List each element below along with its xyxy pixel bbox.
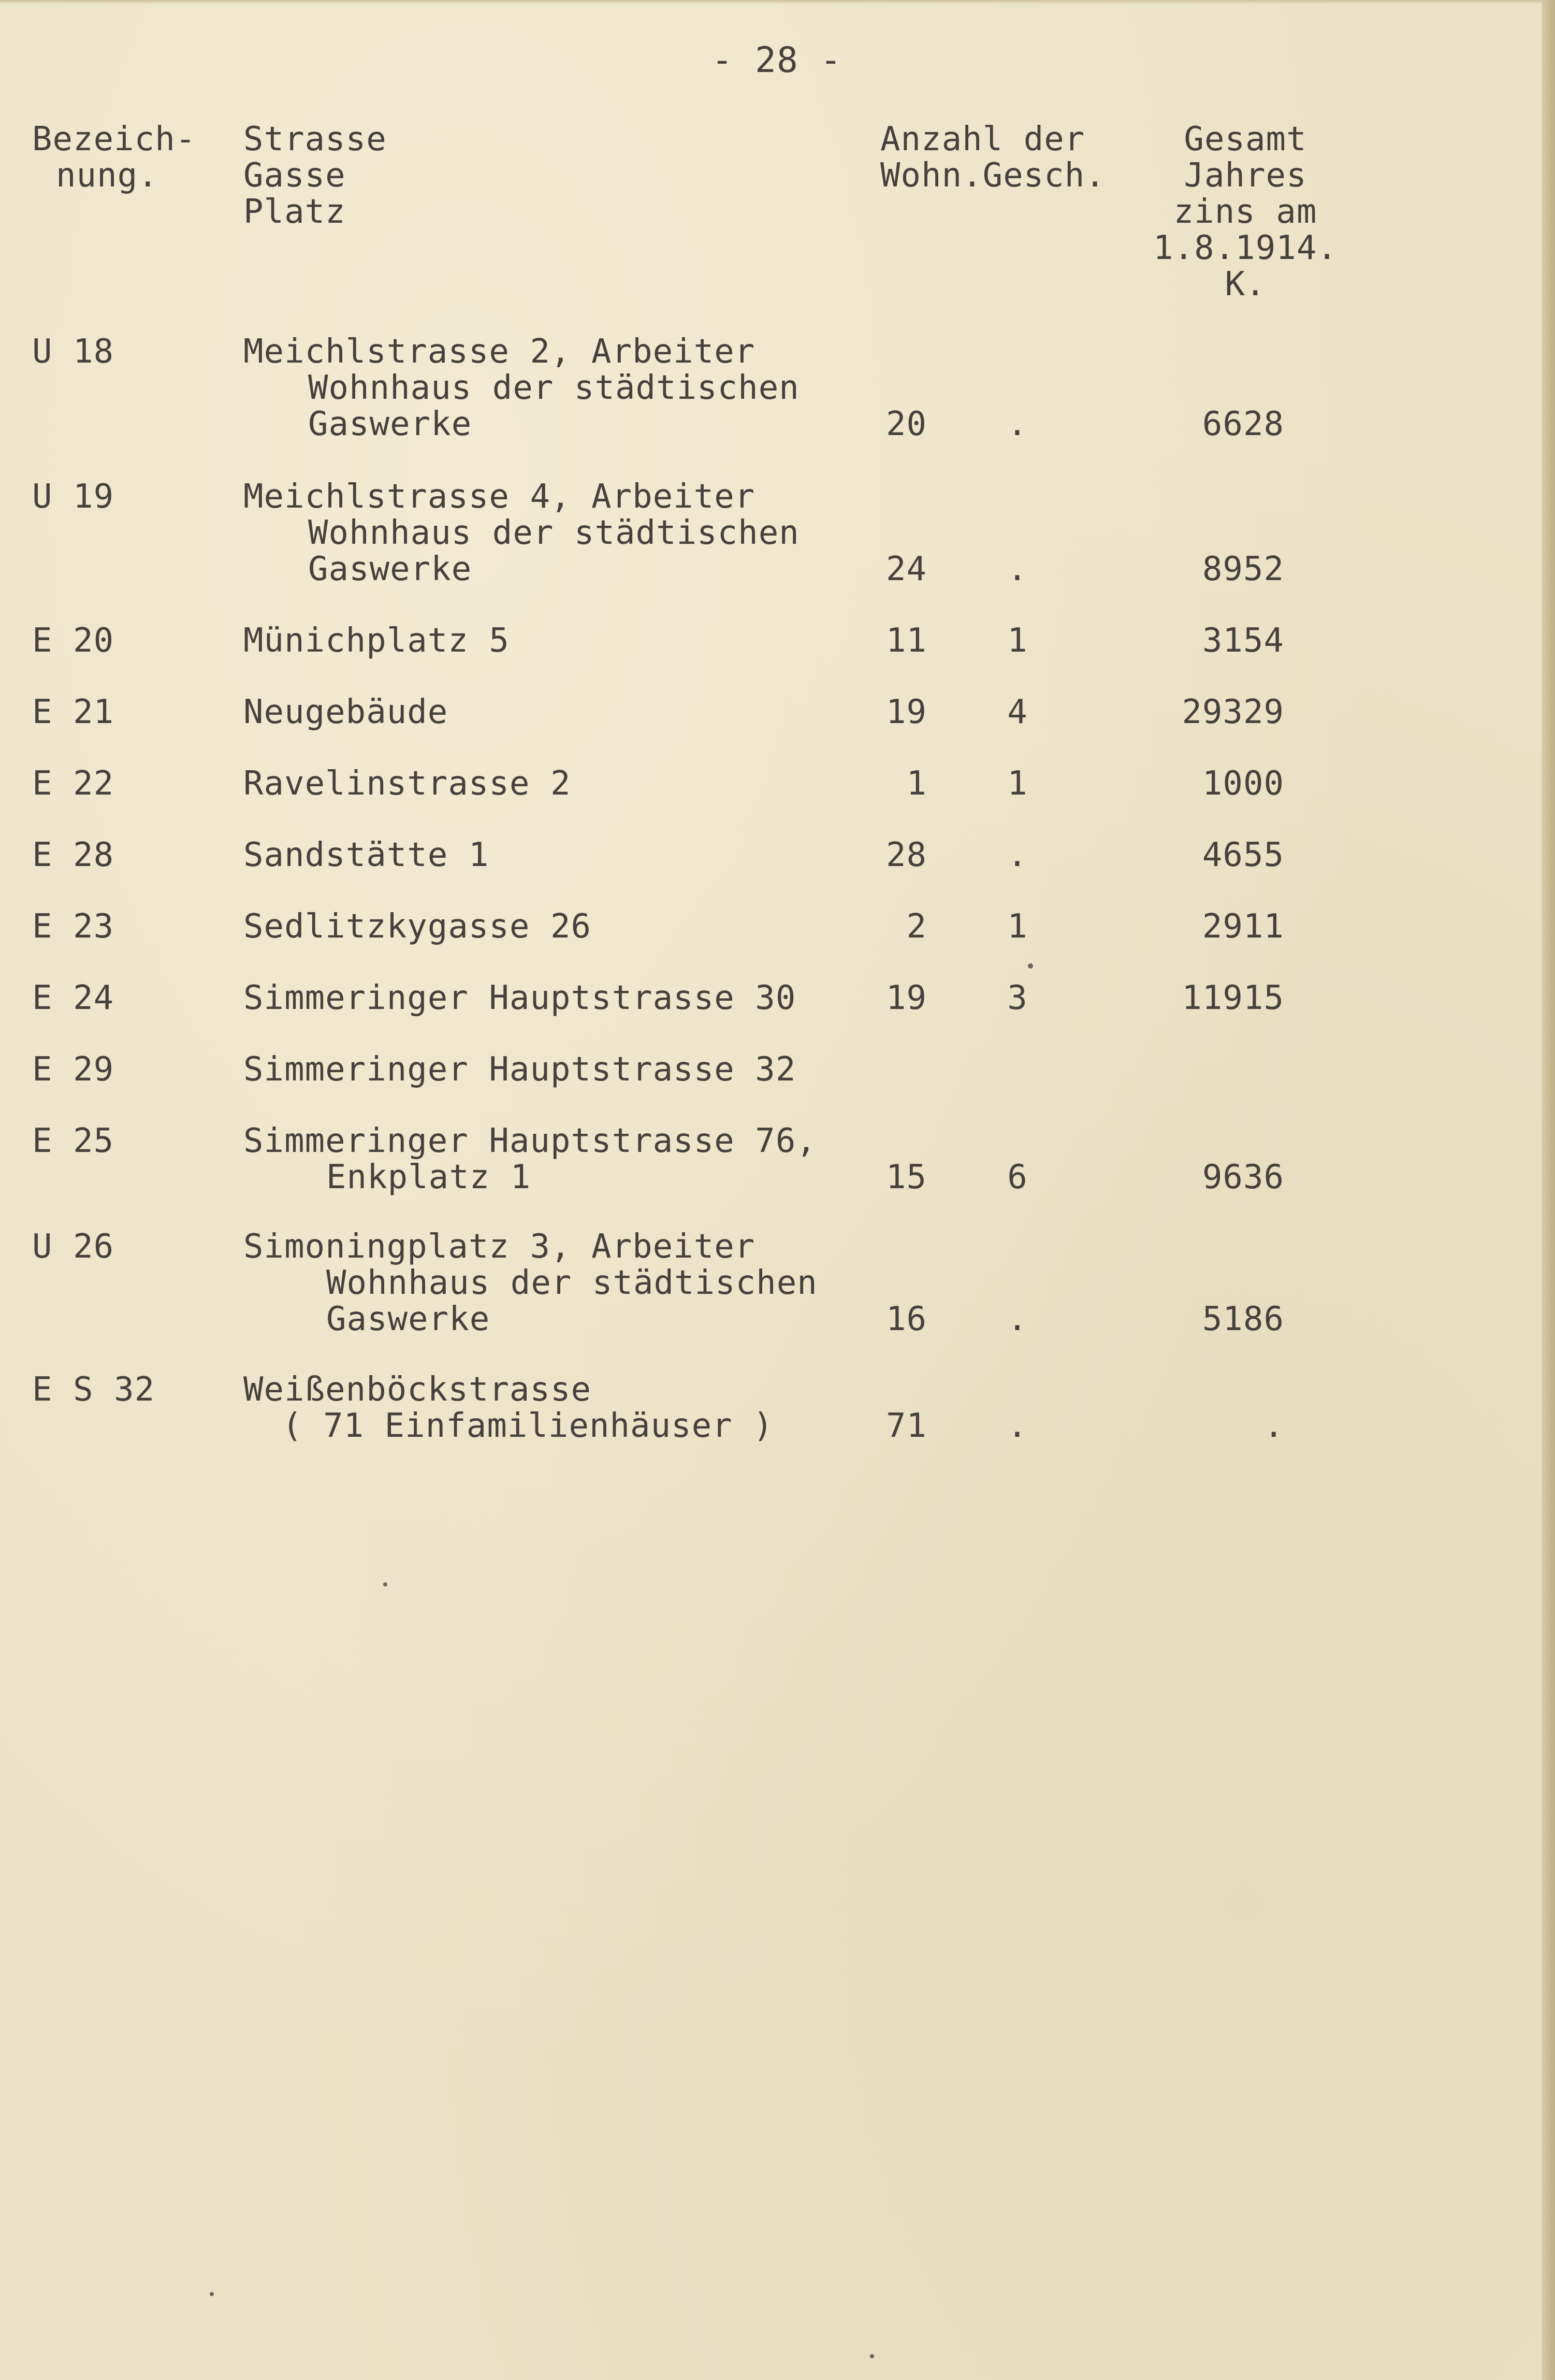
row-code: U 19: [32, 478, 114, 516]
page-number: - 28 -: [711, 40, 842, 81]
row-street-line-1: Simoningplatz 3, Arbeiter: [243, 1228, 755, 1266]
page-edge-top: [0, 0, 1555, 4]
row-street-line-1: Neugebäude: [243, 693, 448, 731]
row-jahreszins: 4655: [1202, 836, 1284, 874]
row-jahreszins: 8952: [1202, 550, 1284, 588]
row-code: E 28: [32, 836, 114, 874]
row-street-line-1: Ravelinstrasse 2: [243, 765, 571, 803]
row-street-line-3: Gaswerke: [308, 405, 472, 443]
row-street-line-3: Gaswerke: [308, 550, 472, 588]
paper-speck: [210, 2292, 214, 2296]
header-bezeichnung-line-2: nung.: [56, 156, 158, 195]
row-street-line-3: Gaswerke: [326, 1300, 490, 1338]
row-wohnungen: 24: [885, 550, 927, 588]
row-wohnungen: 71: [885, 1407, 927, 1445]
row-jahreszins: 3154: [1202, 622, 1284, 660]
row-geschaefte: .: [1007, 405, 1028, 443]
row-wohnungen: 15: [885, 1158, 927, 1196]
header-anzahl-line-1: Anzahl der: [880, 120, 1085, 158]
row-geschaefte: 1: [1007, 907, 1028, 946]
paper-speck: [1028, 963, 1033, 969]
row-wohnungen: 1: [906, 765, 927, 803]
header-gesamt-line-4: 1.8.1914.: [1153, 229, 1338, 267]
row-code: U 26: [32, 1228, 114, 1266]
row-geschaefte: 4: [1007, 693, 1028, 731]
row-jahreszins: 2911: [1202, 907, 1284, 946]
row-street-line-2: Enkplatz 1: [326, 1158, 531, 1196]
row-geschaefte: 1: [1007, 622, 1028, 660]
row-code: E 24: [32, 979, 114, 1017]
row-wohnungen: 19: [885, 979, 927, 1017]
row-street-line-1: Meichlstrasse 4, Arbeiter: [243, 478, 755, 516]
paper-speck: [383, 1582, 387, 1586]
row-code: E 20: [32, 622, 114, 660]
header-strasse-line-3: Platz: [243, 193, 346, 231]
row-code: E 25: [32, 1122, 114, 1160]
row-wohnungen: 16: [885, 1300, 927, 1338]
row-wohnungen: 2: [906, 907, 927, 946]
header-anzahl-line-2: Wohn.Gesch.: [880, 156, 1106, 195]
row-street-line-1: Sandstätte 1: [243, 836, 489, 874]
row-jahreszins: 5186: [1202, 1300, 1284, 1338]
row-code: E 29: [32, 1050, 114, 1089]
header-strasse-line-1: Strasse: [243, 120, 387, 158]
header-gesamt-line-3: zins am: [1173, 193, 1317, 231]
header-strasse-line-2: Gasse: [243, 156, 346, 195]
row-street-line-1: Simmeringer Hauptstrasse 32: [243, 1050, 796, 1089]
row-geschaefte: 6: [1007, 1158, 1028, 1196]
row-street-line-1: Münichplatz 5: [243, 622, 510, 660]
row-street-line-1: Simmeringer Hauptstrasse 30: [243, 979, 796, 1017]
row-wohnungen: 11: [885, 622, 927, 660]
row-geschaefte: .: [1007, 1407, 1028, 1445]
row-street-line-1: Meichlstrasse 2, Arbeiter: [243, 333, 755, 371]
row-geschaefte: .: [1007, 550, 1028, 588]
row-code: E 21: [32, 693, 114, 731]
row-code: U 18: [32, 333, 114, 371]
header-bezeichnung-line-1: Bezeich-: [32, 120, 196, 158]
row-code: E S 32: [32, 1371, 155, 1409]
row-code: E 22: [32, 765, 114, 803]
header-gesamt-line-2: Jahres: [1184, 156, 1307, 195]
row-street-line-2: Wohnhaus der städtischen: [326, 1264, 818, 1302]
row-geschaefte: 3: [1007, 979, 1028, 1017]
row-geschaefte: 1: [1007, 765, 1028, 803]
row-geschaefte: .: [1007, 1300, 1028, 1338]
page-edge-right: [1542, 0, 1555, 2380]
row-street-line-1: Sedlitzkygasse 26: [243, 907, 592, 946]
row-code: E 23: [32, 907, 114, 946]
row-jahreszins: 11915: [1182, 979, 1284, 1017]
header-gesamt-line-5: K.: [1225, 265, 1266, 304]
row-street-line-2: ( 71 Einfamilienhäuser ): [282, 1407, 774, 1445]
row-wohnungen: 28: [885, 836, 927, 874]
row-jahreszins: 1000: [1202, 765, 1284, 803]
row-geschaefte: .: [1007, 836, 1028, 874]
paper-speck: [870, 2354, 874, 2358]
row-jahreszins: 6628: [1202, 405, 1284, 443]
row-street-line-2: Wohnhaus der städtischen: [308, 514, 800, 552]
row-street-line-2: Wohnhaus der städtischen: [308, 369, 800, 407]
row-jahreszins: 29329: [1182, 693, 1284, 731]
row-wohnungen: 19: [885, 693, 927, 731]
row-wohnungen: 20: [885, 405, 927, 443]
row-jahreszins: 9636: [1202, 1158, 1284, 1196]
header-gesamt-line-1: Gesamt: [1184, 120, 1307, 158]
row-jahreszins: .: [1263, 1407, 1284, 1445]
row-street-line-1: Simmeringer Hauptstrasse 76,: [243, 1122, 817, 1160]
row-street-line-1: Weißenböckstrasse: [243, 1371, 592, 1409]
